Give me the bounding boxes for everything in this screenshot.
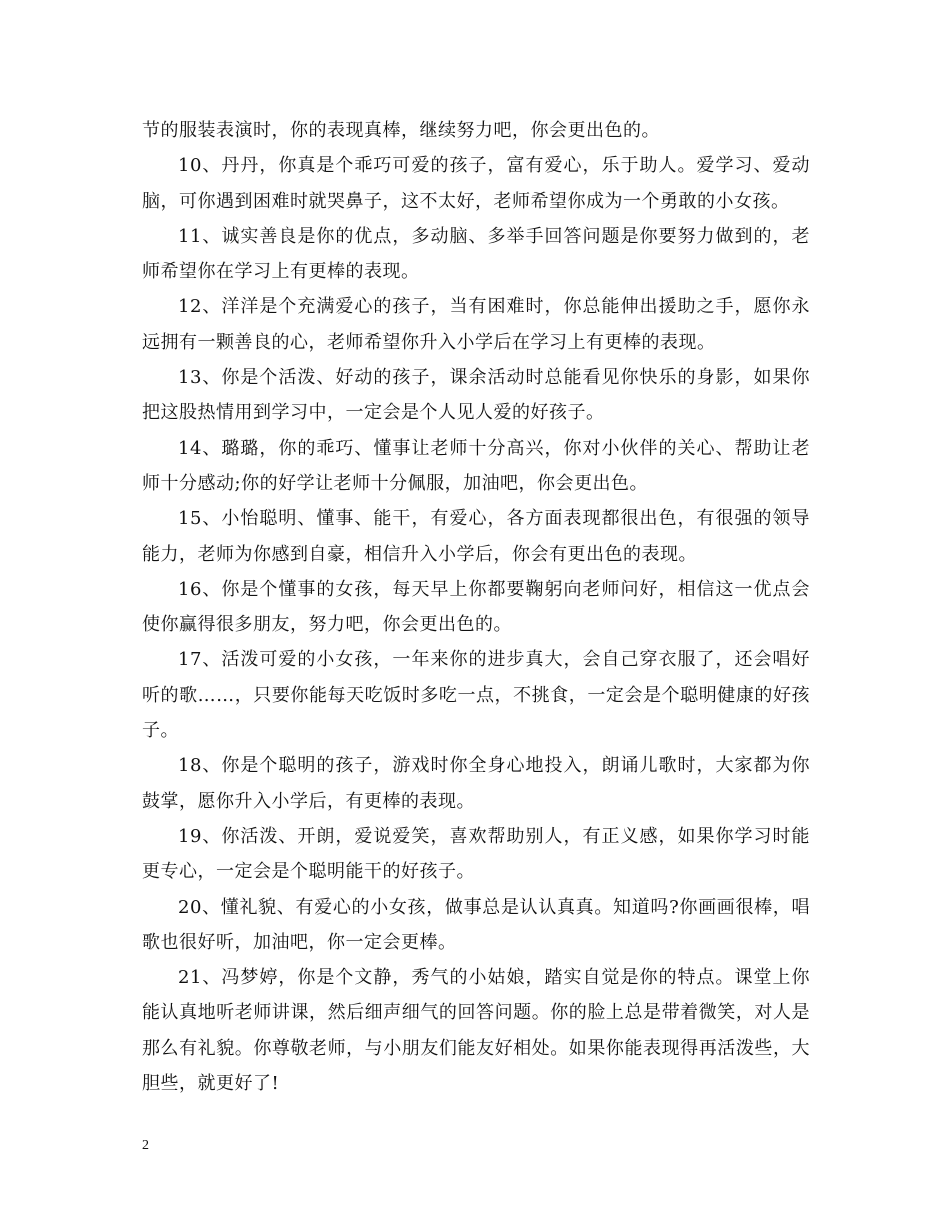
paragraph-comment-16: 16、你是个懂事的女孩，每天早上你都要鞠躬向老师问好，相信这一优点会使你赢得很多朋友，努力吧，你会更出色的。 bbox=[142, 578, 810, 636]
paragraph-comment-21: 21、冯梦婷，你是个文静，秀气的小姑娘，踏实自觉是你的特点。课堂上你能认真地听老师讲课，然后细声细气的回答问题。你的脸上总是带着微笑，对人是那么有礼貌。你尊敬老师，与小朋友们能友好相处。如果你能表现得再活泼些，大胆些，就更好了! bbox=[142, 967, 810, 1095]
paragraph-comment-12: 12、洋洋是个充满爱心的孩子，当有困难时，你总能伸出援助之手，愿你永远拥有一颗善良的心，老师希望你升入小学后在学习上有更棒的表现。 bbox=[142, 296, 810, 353]
document-body bbox=[142, 113, 810, 1101]
paragraph-comment-17: 17、活泼可爱的小女孩，一年来你的进步真大，会自己穿衣服了，还会唱好听的歌……，只要你能每天吃饭时多吃一点，不挑食，一定会是个聪明健康的好孩子。 bbox=[142, 649, 810, 742]
paragraph-comment-10: 10、丹丹，你真是个乖巧可爱的孩子，富有爱心，乐于助人。爱学习、爱动脑，可你遇到困难时就哭鼻子，这不太好，老师希望你成为一个勇敢的小女孩。 bbox=[142, 155, 810, 212]
paragraph-comment-19: 19、你活泼、开朗，爱说爱笑，喜欢帮助别人，有正义感，如果你学习时能更专心，一定会是个聪明能干的好孩子。 bbox=[142, 825, 810, 883]
paragraph-comment-13: 13、你是个活泼、好动的孩子，课余活动时总能看见你快乐的身影，如果你把这股热情用到学习中，一定会是个人见人爱的好孩子。 bbox=[142, 367, 810, 424]
paragraph-comment-15: 15、小怡聪明、懂事、能干，有爱心，各方面表现都很出色，有很强的领导能力，老师为你感到自豪，相信升入小学后，你会有更出色的表现。 bbox=[142, 508, 810, 565]
paragraph-continuation: 节的服装表演时，你的表现真棒，继续努力吧，你会更出色的。 bbox=[142, 120, 660, 141]
paragraph-comment-18: 18、你是个聪明的孩子，游戏时你全身心地投入，朗诵儿歌时，大家都为你鼓掌，愿你升入小学后，有更棒的表现。 bbox=[142, 755, 810, 812]
paragraph-comment-20: 20、懂礼貌、有爱心的小女孩，做事总是认认真真。知道吗?你画画很棒，唱歌也很好听，加油吧，你一定会更棒。 bbox=[142, 896, 810, 953]
paragraph-comment-14: 14、璐璐，你的乖巧、懂事让老师十分高兴，你对小伙伴的关心、帮助让老师十分感动;你的好学让老师十分佩服，加油吧，你会更出色。 bbox=[142, 437, 810, 494]
paragraph-comment-11: 11、诚实善良是你的优点，多动脑、多举手回答问题是你要努力做到的，老师希望你在学习上有更棒的表现。 bbox=[142, 225, 810, 283]
page-number: 2 bbox=[142, 1138, 149, 1153]
